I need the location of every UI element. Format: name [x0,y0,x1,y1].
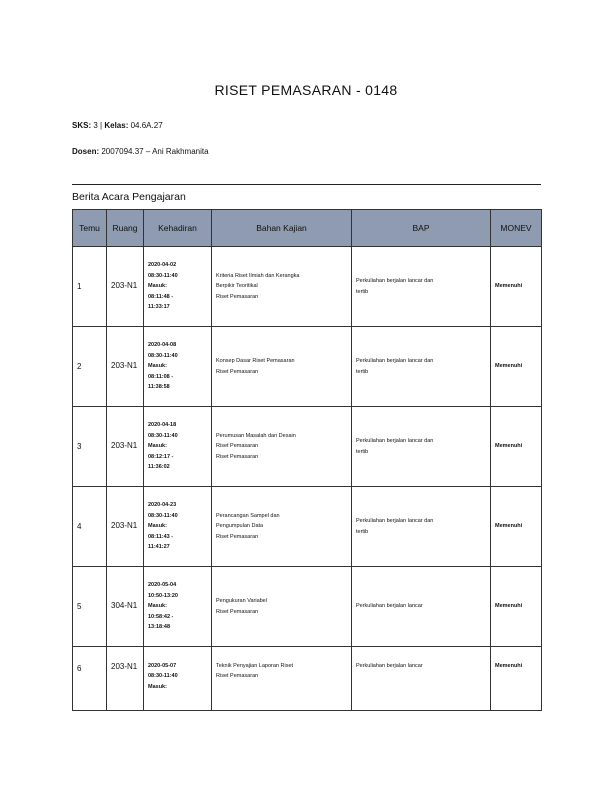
cell-bahan-kajian-line: Riset Pemasaran [216,293,259,300]
header-bap: BAP [352,210,491,247]
cell-bahan-kajian [212,327,352,407]
cell-kehadiran-line: 08:12:17 - [148,453,174,460]
cell-bahan-kajian-line: Riset Pemasaran [216,533,259,540]
cell-kehadiran-line: 10:50-13:20 [148,592,178,599]
cell-kehadiran-line: Masuk: [148,283,167,290]
sks-value: 3 [93,121,98,130]
cell-kehadiran-line: 11:38:58 [148,384,170,391]
cell-bap-line: Perkuliahan berjalan lancar [356,663,423,669]
cell-kehadiran [144,327,212,407]
section-title: Berita Acara Pengajaran [72,191,186,203]
cell-kehadiran-line: 2020-04-23 [148,502,177,509]
cell-ruang: 203-N1 [107,327,144,407]
cell-bahan-kajian-line: Riset Pemasaran [216,673,259,680]
cell-kehadiran [144,407,212,487]
cell-ruang: 203-N1 [107,647,144,711]
cell-temu: 4 [73,487,107,567]
cell-kehadiran-line: 08:30-11:40 [148,512,178,519]
sks-label: SKS: [72,121,92,130]
cell-kehadiran-line: Masuk: [148,443,167,450]
cell-temu: 2 [73,327,107,407]
cell-bahan-kajian-line: Perancangan Sampel dan [216,512,280,519]
table-row [73,247,542,327]
cell-bahan-kajian-line: Kriteria Riset Ilmiah dan Kerangka [216,272,300,279]
cell-kehadiran-line: 11:41:27 [148,544,170,551]
header-monev: MONEV [491,210,542,247]
cell-bahan-kajian-line: Riset Pemasaran [216,443,259,450]
header-temu: Temu [73,210,107,247]
cell-monev: Memenuhi [491,407,542,487]
table-row [73,647,542,711]
separator: | [100,121,103,130]
cell-bap-line: tertib [356,528,369,535]
cell-bap-line: tertib [356,368,369,375]
cell-bap [352,647,491,711]
cell-bahan-kajian-line: Riset Pemasaran [216,608,259,615]
cell-kehadiran [144,487,212,567]
cell-bap-line: tertib [356,288,369,295]
cell-bap [352,567,491,647]
cell-bahan-kajian-line: Teknik Penyajian Laporan Riset [216,663,294,669]
table-header-row [73,210,542,247]
cell-kehadiran-line: 2020-04-08 [148,342,177,349]
cell-kehadiran-line: 08:11:43 - [148,533,174,540]
dosen-value: 2007094.37 – Ani Rakhmanita [101,147,209,156]
cell-kehadiran-line: 11:33:17 [148,304,170,311]
cell-bap [352,407,491,487]
table-row [73,487,542,567]
table-row [73,407,542,487]
cell-ruang: 304-N1 [107,567,144,647]
header-bahan-kajian: Bahan Kajian [212,210,352,247]
cell-kehadiran-line: 2020-05-04 [148,582,177,589]
cell-ruang: 203-N1 [107,487,144,567]
cell-bahan-kajian-line: Riset Pemasaran [216,453,259,460]
cell-bahan-kajian-line: Berpikir Teoritikal [216,283,258,290]
cell-kehadiran-line: 10:58:42 - [148,613,174,620]
cell-monev: Memenuhi [491,487,542,567]
cell-temu: 6 [73,647,107,711]
cell-bahan-kajian-line: Pengumpulan Data [216,523,264,530]
section-divider [72,184,541,185]
kelas-value: 04.6A.27 [130,121,163,130]
page-title: RISET PEMASARAN - 0148 [214,82,398,98]
cell-bahan-kajian [212,247,352,327]
cell-bap [352,247,491,327]
cell-bap-line: Perkuliahan berjalan lancar dan [356,518,434,525]
cell-kehadiran-line: 2020-04-02 [148,262,177,269]
cell-bahan-kajian [212,407,352,487]
kelas-label: Kelas: [104,121,129,130]
cell-bap-line: Perkuliahan berjalan lancar dan [356,438,434,445]
cell-bahan-kajian-line: Konsep Dasar Riset Pemasaran [216,358,295,365]
cell-kehadiran-line: Masuk: [148,683,167,690]
cell-monev: Memenuhi [491,567,542,647]
cell-kehadiran-line: 2020-05-07 [148,663,177,669]
cell-bap-line: tertib [356,448,369,455]
cell-ruang: 203-N1 [107,247,144,327]
cell-bap-line: Perkuliahan berjalan lancar dan [356,278,434,285]
cell-kehadiran [144,647,212,711]
cell-kehadiran-line: 11:36:02 [148,464,170,471]
cell-bap-line: Perkuliahan berjalan lancar dan [356,358,434,365]
cell-monev: Memenuhi [491,247,542,327]
cell-kehadiran-line: Masuk: [148,363,167,370]
cell-temu: 5 [73,567,107,647]
lecturer-line [72,147,209,156]
bap-table [72,209,542,711]
cell-bahan-kajian-line: Perumusan Masalah dan Desain [216,432,296,439]
cell-kehadiran-line: 08:30-11:40 [148,432,178,439]
cell-kehadiran-line: 08:30-11:40 [148,352,178,359]
cell-monev: Memenuhi [491,647,542,711]
cell-kehadiran-line: 08:11:48 - [148,293,174,300]
cell-kehadiran [144,567,212,647]
cell-bahan-kajian-line: Pengukuran Variabel [216,598,267,605]
course-info-line [72,121,163,130]
table-row [73,567,542,647]
cell-bap [352,327,491,407]
cell-kehadiran-line: Masuk: [148,523,167,530]
header-ruang: Ruang [107,210,144,247]
cell-kehadiran-line: 13:18:48 [148,624,171,631]
cell-kehadiran-line: 08:11:08 - [148,373,174,380]
cell-kehadiran-line: 08:30-11:40 [148,673,178,680]
cell-bahan-kajian-line: Riset Pemasaran [216,368,259,375]
table-body [73,247,542,711]
cell-temu: 3 [73,407,107,487]
cell-kehadiran [144,247,212,327]
dosen-label: Dosen: [72,147,100,156]
cell-bahan-kajian [212,567,352,647]
header-kehadiran: Kehadiran [144,210,212,247]
cell-kehadiran-line: Masuk: [148,603,167,610]
cell-temu: 1 [73,247,107,327]
cell-bahan-kajian [212,487,352,567]
cell-monev: Memenuhi [491,327,542,407]
cell-kehadiran-line: 08:30-11:40 [148,272,178,279]
cell-bap [352,487,491,567]
cell-bahan-kajian [212,647,352,711]
cell-kehadiran-line: 2020-04-18 [148,422,177,429]
cell-ruang: 203-N1 [107,407,144,487]
table-row [73,327,542,407]
cell-bap-line: Perkuliahan berjalan lancar [356,603,423,610]
